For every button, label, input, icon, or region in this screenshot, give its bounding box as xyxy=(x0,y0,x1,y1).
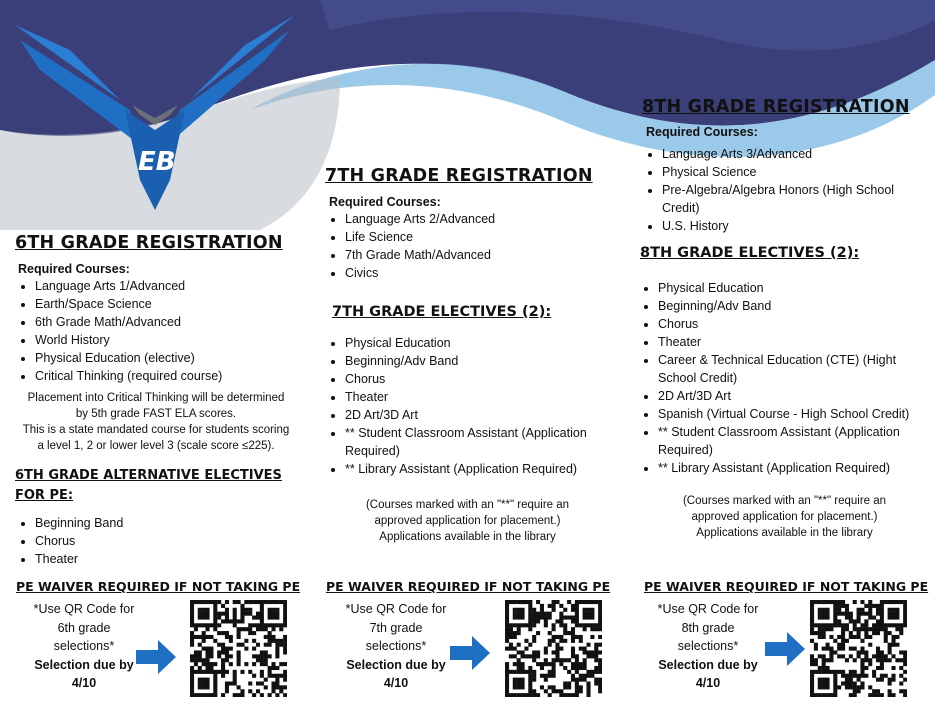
list-item: • 2D Art/3D Art xyxy=(658,387,920,405)
list-item: • Language Arts 1/Advanced xyxy=(35,277,305,295)
grade7-pe-waiver: PE WAIVER REQUIRED IF NOT TAKING PE xyxy=(326,579,611,594)
arrow-right-icon xyxy=(450,636,490,670)
grade8-course-list xyxy=(642,145,924,235)
list-item: • Language Arts 2/Advanced xyxy=(345,210,615,228)
list-item: • Life Science xyxy=(345,228,615,246)
grade8-electives-list xyxy=(638,279,920,477)
grade8-application-note: (Courses marked with an "**" require an approved application for placement.) Applications available in the library xyxy=(682,495,887,539)
grade7-electives-list xyxy=(325,334,610,478)
list-item: • 7th Grade Math/Advanced xyxy=(345,246,615,264)
grade6-required-label: Required Courses: xyxy=(18,262,130,276)
arrow-right-icon xyxy=(765,632,805,666)
list-item: • Beginning Band xyxy=(35,514,305,532)
list-item: • Physical Education (elective) xyxy=(35,349,305,367)
grade6-qr-code[interactable] xyxy=(190,600,287,697)
grade6-qr-instructions: *Use QR Code for 6th grade selections* Selection due by 4/10 xyxy=(33,602,135,690)
grade6-course-list xyxy=(15,277,305,385)
list-item: • ** Student Classroom Assistant (Application Required) xyxy=(345,424,610,460)
list-item: • Beginning/Adv Band xyxy=(658,297,920,315)
list-item: • 6th Grade Math/Advanced xyxy=(35,313,305,331)
grade8-title: 8TH GRADE REGISTRATION xyxy=(642,97,910,117)
grade8-required-label: Required Courses: xyxy=(646,125,758,139)
grade7-qr-code[interactable] xyxy=(505,600,602,697)
list-item: • World History xyxy=(35,331,305,349)
grade8-pe-waiver: PE WAIVER REQUIRED IF NOT TAKING PE xyxy=(644,579,929,594)
list-item: • Chorus xyxy=(35,532,305,550)
grade7-qr-instructions: *Use QR Code for 7th grade selections* Selection due by 4/10 xyxy=(345,602,447,690)
list-item: • Physical Science xyxy=(662,163,924,181)
grade6-column xyxy=(15,233,305,568)
grade6-alt-electives-title-2: FOR PE: xyxy=(15,488,74,503)
grade7-electives-title: 7TH GRADE ELECTIVES (2): xyxy=(332,304,552,320)
list-item: • U.S. History xyxy=(662,217,924,235)
eagle-wings-logo xyxy=(10,10,300,215)
logo-letters: EB xyxy=(138,147,176,177)
grade8-qr-code[interactable] xyxy=(810,600,907,697)
list-item: • Critical Thinking (required course) xyxy=(35,367,305,385)
grade8-electives-title: 8TH GRADE ELECTIVES (2): xyxy=(640,245,860,261)
list-item: • Earth/Space Science xyxy=(35,295,305,313)
list-item: • Pre-Algebra/Algebra Honors (High School Credit) xyxy=(662,181,924,217)
list-item: • Theater xyxy=(345,388,610,406)
list-item: • ** Student Classroom Assistant (Application Required) xyxy=(658,423,920,459)
grade6-pe-waiver: PE WAIVER REQUIRED IF NOT TAKING PE xyxy=(16,579,301,594)
grade8-column xyxy=(642,97,927,541)
grade7-title: 7TH GRADE REGISTRATION xyxy=(325,166,593,186)
list-item: • Civics xyxy=(345,264,615,282)
grade6-alt-list xyxy=(15,514,305,568)
placement-note: Placement into Critical Thinking will be determined by 5th grade FAST ELA scores. This is a state mandated course for students scoring a level 1, 2 or lower level 3 (scale score ≤225). xyxy=(22,392,290,452)
list-item: • Theater xyxy=(35,550,305,568)
list-item: • ** Library Assistant (Application Required) xyxy=(658,459,920,477)
list-item: • Chorus xyxy=(658,315,920,333)
list-item: • Beginning/Adv Band xyxy=(345,352,610,370)
list-item: • 2D Art/3D Art xyxy=(345,406,610,424)
list-item: • Chorus xyxy=(345,370,610,388)
grade7-required-label: Required Courses: xyxy=(329,195,441,209)
list-item: • Physical Education xyxy=(658,279,920,297)
list-item: • Language Arts 3/Advanced xyxy=(662,145,924,163)
grade7-course-list xyxy=(325,210,615,282)
grade6-title: 6TH GRADE REGISTRATION xyxy=(15,233,283,253)
arrow-right-icon xyxy=(136,640,176,674)
list-item: • Spanish (Virtual Course - High School Credit) xyxy=(658,405,920,423)
grade7-column xyxy=(325,166,615,545)
list-item: • ** Library Assistant (Application Required) xyxy=(345,460,610,478)
list-item: • Physical Education xyxy=(345,334,610,352)
grade7-application-note: (Courses marked with an "**" require an approved application for placement.) Applications available in the library xyxy=(365,499,570,543)
grade8-qr-instructions: *Use QR Code for 8th grade selections* Selection due by 4/10 xyxy=(657,602,759,690)
grade6-alt-electives-title: 6TH GRADE ALTERNATIVE ELECTIVES xyxy=(15,468,282,483)
list-item: • Career & Technical Education (CTE) (Hight School Credit) xyxy=(658,351,920,387)
list-item: • Theater xyxy=(658,333,920,351)
